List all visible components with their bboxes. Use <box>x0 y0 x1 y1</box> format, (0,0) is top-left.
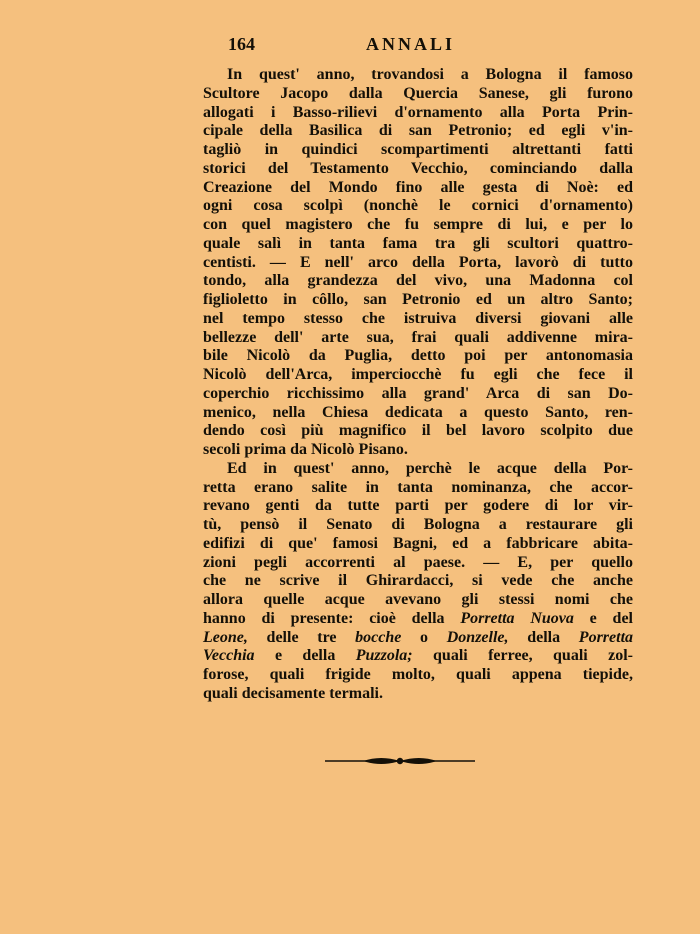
text-run: e della <box>254 647 356 665</box>
text-run: retta erano salite in tanta nominanza, che accor- <box>203 478 633 496</box>
text-run: secoli prima da Nicolò Pisano. <box>203 441 408 458</box>
text-line <box>203 554 633 573</box>
text-run: In quest' anno, trovandosi a Bologna il famoso <box>227 66 633 83</box>
text-line <box>203 254 633 273</box>
text-line <box>203 647 633 666</box>
text-run: della <box>508 628 579 646</box>
text-run: ogni cosa scolpì (nonchè le cornici d'ornamento) <box>203 197 633 215</box>
decorative-rule-ornament <box>325 754 475 768</box>
text-line <box>203 591 633 610</box>
text-line <box>203 460 633 479</box>
text-run: che ne scrive il Ghirardacci, si vede che anche <box>203 572 633 590</box>
text-line <box>203 197 633 216</box>
text-run: Creazione del Mondo fino alle gesta di Noè: ed <box>203 178 633 196</box>
text-run: forose, quali frigide molto, quali appena tiepide, <box>203 666 633 683</box>
text-run: e del <box>573 609 633 627</box>
text-line <box>203 85 633 104</box>
text-run: bile Nicolò da Puglia, detto poi per antonomasia <box>203 347 633 365</box>
text-run: bellezze dell' arte sua, frai quali addivenne mira- <box>203 328 633 346</box>
italic-run: Porretta <box>578 628 634 646</box>
text-line <box>203 629 633 648</box>
text-line <box>203 66 633 85</box>
text-line <box>203 310 633 329</box>
text-run: coperchio ricchissimo alla grand' Arca di san Do- <box>203 384 633 402</box>
body-text <box>203 66 633 704</box>
text-line <box>203 404 633 423</box>
text-run: hanno di presente: cioè della <box>203 609 461 627</box>
text-line <box>203 516 633 535</box>
paragraph <box>203 460 633 704</box>
text-run: centisti. — E nell' arco della Porta, lavorò di tutto <box>203 253 633 271</box>
text-run: menico, nella Chiesa dedicata a questo Santo, ren- <box>203 403 633 421</box>
text-run: zioni pegli accorrenti al paese. — E, per quello <box>203 553 633 571</box>
text-run: tagliò in quindici scompartimenti altrettanti fatti <box>203 141 633 158</box>
text-run: nel tempo stesso che istruiva diversi giovani alle <box>203 309 633 327</box>
text-line <box>203 347 633 366</box>
text-run: tondo, alla grandezza del vivo, una Madonna col <box>203 272 633 290</box>
italic-run: Donzelle, <box>446 628 509 646</box>
text-line <box>203 179 633 198</box>
text-line <box>203 497 633 516</box>
text-line <box>203 104 633 123</box>
text-line <box>203 535 633 554</box>
text-line <box>203 610 633 629</box>
text-run: tù, pensò il Senato di Bologna a restaurare gli <box>203 516 633 533</box>
text-run: storici del Testamento Vecchio, cominciando dalla <box>203 159 633 177</box>
page-header <box>228 34 488 60</box>
text-line <box>203 479 633 498</box>
text-line <box>203 160 633 179</box>
text-run: allogati i Basso-rilievi d'ornamento alla Porta Prin- <box>203 103 633 121</box>
text-run: quali decisamente termali. <box>203 684 383 702</box>
text-run: quale salì in tanta fama tra gli scultori quattro- <box>203 234 633 252</box>
text-line <box>203 666 633 685</box>
text-run: delle tre <box>247 628 356 646</box>
page-number: 164 <box>228 34 255 54</box>
text-line <box>203 235 633 254</box>
text-line <box>203 291 633 310</box>
text-line <box>203 122 633 141</box>
text-line <box>203 141 633 160</box>
text-line <box>203 385 633 404</box>
text-run: dendo così più magnifico il bel lavoro scolpito due <box>203 422 633 440</box>
text-run: Nicolò dell'Arca, imperciocchè fu egli che fece il <box>203 366 633 383</box>
text-line <box>203 572 633 591</box>
paragraph <box>203 66 633 460</box>
text-run: allora quelle acque avevano gli stessi nomi che <box>203 591 633 608</box>
text-line <box>203 441 633 460</box>
text-line <box>203 329 633 348</box>
text-line <box>203 216 633 235</box>
text-run: revano genti da tutte parti per godere di lor vir- <box>203 497 633 515</box>
text-run: con quel magistero che fu sempre di lui, e per lo <box>203 216 633 233</box>
text-line <box>203 422 633 441</box>
italic-run: bocche <box>355 628 402 646</box>
text-run: Scultore Jacopo dalla Quercia Sanese, gli furono <box>203 84 633 102</box>
text-run: figlioletto in côllo, san Petronio ed un altro Santo; <box>203 291 633 308</box>
text-run: cipale della Basilica di san Petronio; ed egli v'in- <box>203 122 633 140</box>
text-line <box>203 685 633 704</box>
text-run: edifizi di que' famosi Bagni, ed a fabbricare abita- <box>203 534 633 552</box>
text-run: Ed in quest' anno, perchè le acque della Por- <box>227 459 633 477</box>
running-title: ANNALI <box>366 34 456 54</box>
text-line <box>203 366 633 385</box>
text-run: quali ferree, quali zol- <box>412 647 633 665</box>
text-run: o <box>401 628 447 646</box>
italic-run: Leone, <box>203 628 248 646</box>
italic-run: Puzzola; <box>355 647 413 665</box>
text-line <box>203 272 633 291</box>
italic-run: Porretta Nuova <box>460 609 574 627</box>
italic-run: Vecchia <box>203 647 255 665</box>
